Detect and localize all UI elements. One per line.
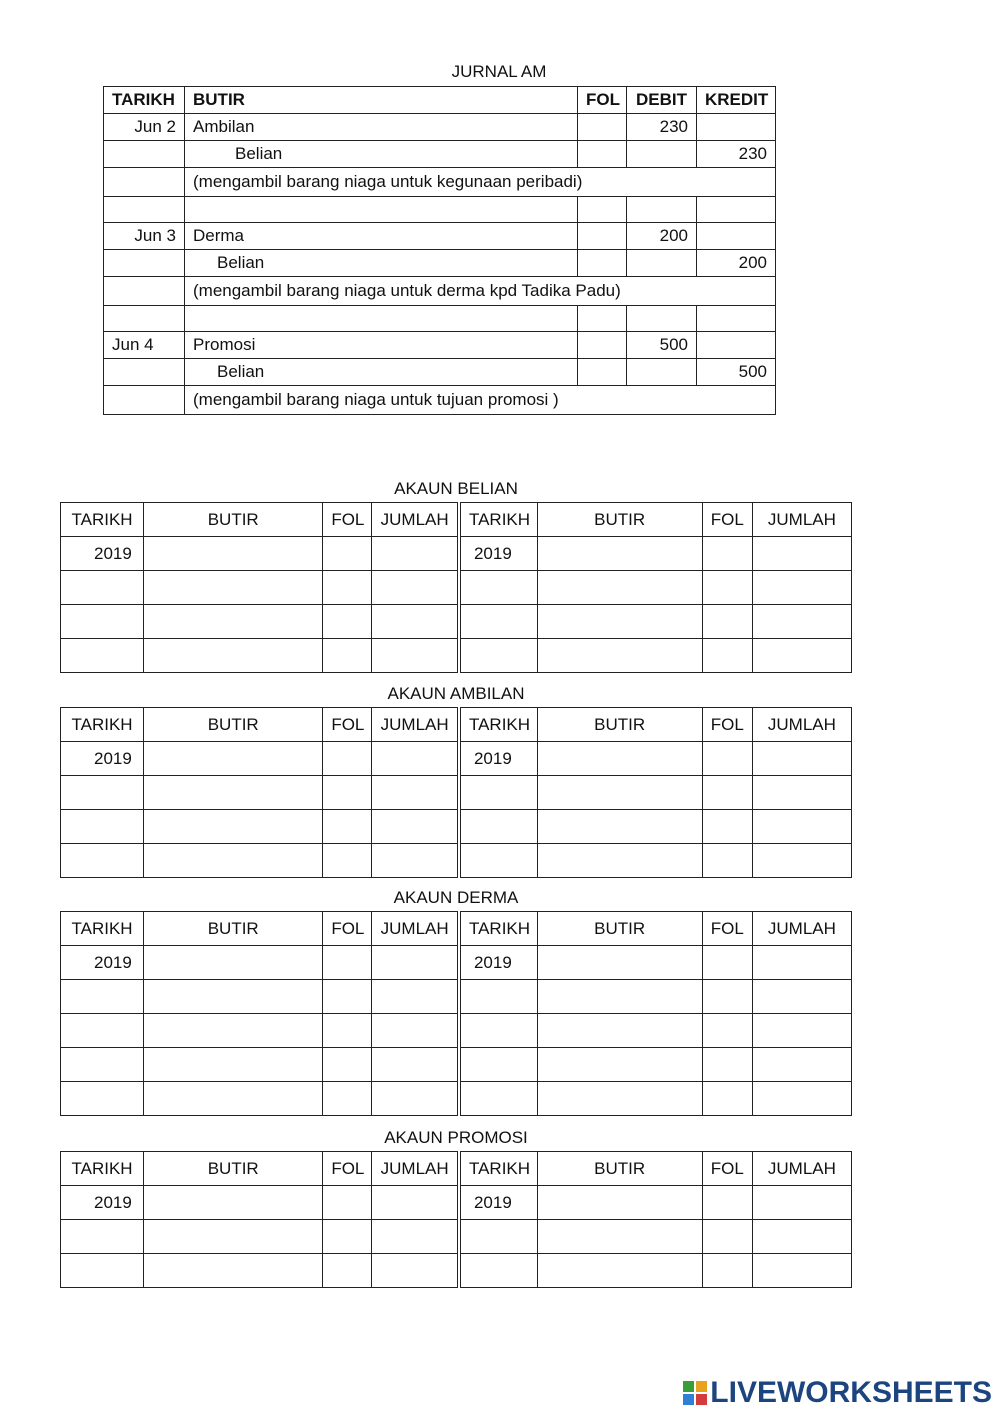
ledger-header-fol: FOL — [323, 708, 372, 742]
journal-credit-account: Belian — [185, 141, 578, 168]
ledger-cell — [372, 1014, 459, 1048]
journal-note: (mengambil barang niaga untuk tujuan promosi ) — [185, 386, 776, 415]
ledger-cell — [537, 1220, 702, 1254]
ledger-cell — [459, 810, 537, 844]
ledger-cell — [144, 946, 323, 980]
ledger-cell — [537, 946, 702, 980]
ledger-cell — [323, 776, 372, 810]
ledger-row — [61, 946, 852, 980]
journal-header-tarikh: TARIKH — [104, 87, 185, 114]
journal-blank-row — [104, 306, 776, 332]
ledger-cell — [702, 1048, 752, 1082]
ledger-year-debit: 2019 — [61, 537, 144, 571]
journal-credit: 230 — [697, 141, 776, 168]
ledger-row — [61, 844, 852, 878]
ledger-cell — [752, 1186, 851, 1220]
ledger-row — [61, 1254, 852, 1288]
ledger-cell — [61, 1014, 144, 1048]
ledger-cell — [459, 1220, 537, 1254]
journal-row — [104, 141, 776, 168]
ledger-cell — [459, 605, 537, 639]
ledger-row — [61, 1220, 852, 1254]
ledger-cell — [459, 776, 537, 810]
journal-fol — [578, 250, 627, 277]
ledger-header-fol: FOL — [323, 1152, 372, 1186]
ledger-row — [61, 980, 852, 1014]
ledger-cell — [61, 639, 144, 673]
ledger-cell — [61, 1220, 144, 1254]
ledger-cell — [323, 537, 372, 571]
ledger-cell — [372, 537, 459, 571]
ledger-cell — [144, 742, 323, 776]
journal-debit: 230 — [627, 114, 697, 141]
journal-date — [104, 359, 185, 386]
ledger-header-jumlah: JUMLAH — [752, 708, 851, 742]
journal-credit: 500 — [697, 359, 776, 386]
ledger-cell — [752, 1082, 851, 1116]
ledger-cell — [752, 810, 851, 844]
ledger-cell — [752, 605, 851, 639]
journal-credit — [697, 332, 776, 359]
ledger-cell — [459, 1254, 537, 1288]
ledger-cell — [372, 605, 459, 639]
ledger-cell — [144, 537, 323, 571]
journal-credit — [697, 114, 776, 141]
ledger-row — [61, 810, 852, 844]
ledger-cell — [372, 810, 459, 844]
ledger-cell — [752, 1048, 851, 1082]
journal-debit-account: Derma — [185, 223, 578, 250]
ledger-header-fol: FOL — [702, 1152, 752, 1186]
ledger-header-row — [61, 1152, 852, 1186]
ledger-year-credit: 2019 — [459, 742, 537, 776]
ledger-cell — [537, 639, 702, 673]
journal-note-row — [104, 386, 776, 415]
ledger-header-butir: BUTIR — [144, 708, 323, 742]
ledger-header-fol: FOL — [323, 503, 372, 537]
ledger-cell — [537, 605, 702, 639]
journal-date: Jun 2 — [104, 114, 185, 141]
ledger-header-tarikh: TARIKH — [459, 503, 537, 537]
ledger-cell — [372, 776, 459, 810]
ledger-cell — [372, 571, 459, 605]
journal-date — [104, 141, 185, 168]
ledger-cell — [144, 776, 323, 810]
journal-note: (mengambil barang niaga untuk kegunaan peribadi) — [185, 168, 776, 197]
ledger-cell — [702, 1254, 752, 1288]
ledger-row — [61, 742, 852, 776]
ledger-cell — [61, 1254, 144, 1288]
ledger-header-fol: FOL — [702, 503, 752, 537]
logo-square-icon — [696, 1394, 707, 1405]
ledger-year-credit: 2019 — [459, 1186, 537, 1220]
ledger-cell — [459, 844, 537, 878]
ledger-cell — [372, 1048, 459, 1082]
ledger-row — [61, 1082, 852, 1116]
ledger-header-tarikh: TARIKH — [61, 708, 144, 742]
ledger-cell — [752, 844, 851, 878]
ledger-cell — [144, 1014, 323, 1048]
journal-table — [103, 86, 776, 415]
ledger-cell — [752, 946, 851, 980]
ledger-cell — [61, 1082, 144, 1116]
journal-debit — [627, 141, 697, 168]
journal-row — [104, 332, 776, 359]
ledger-cell — [702, 1014, 752, 1048]
ledger-cell — [323, 605, 372, 639]
ledger-row — [61, 1014, 852, 1048]
ledger-cell — [372, 1082, 459, 1116]
ledger-cell — [372, 1186, 459, 1220]
logo-mark-icon — [683, 1381, 707, 1405]
ledger-cell — [323, 844, 372, 878]
ledger-cell — [144, 1048, 323, 1082]
ledger-cell — [323, 946, 372, 980]
ledger-table — [60, 911, 852, 1116]
ledger-cell — [537, 1254, 702, 1288]
ledger-header-butir: BUTIR — [537, 912, 702, 946]
ledger-cell — [61, 605, 144, 639]
ledger-cell — [459, 639, 537, 673]
ledger-cell — [459, 1014, 537, 1048]
ledger-year-credit: 2019 — [459, 537, 537, 571]
journal-note: (mengambil barang niaga untuk derma kpd Tadika Padu) — [185, 277, 776, 306]
ledger-cell — [144, 1254, 323, 1288]
ledger-header-jumlah: JUMLAH — [752, 1152, 851, 1186]
ledger-cell — [144, 639, 323, 673]
journal-note-row — [104, 168, 776, 197]
ledger-cell — [702, 571, 752, 605]
ledger-cell — [372, 980, 459, 1014]
ledger-row — [61, 605, 852, 639]
ledger-cell — [752, 537, 851, 571]
ledger-header-fol: FOL — [702, 912, 752, 946]
journal-credit — [697, 223, 776, 250]
ledger-cell — [61, 980, 144, 1014]
ledger-cell — [323, 1082, 372, 1116]
ledger-header-butir: BUTIR — [144, 1152, 323, 1186]
ledger-cell — [372, 1254, 459, 1288]
ledger-cell — [537, 844, 702, 878]
ledger-header-fol: FOL — [702, 708, 752, 742]
journal-debit — [627, 359, 697, 386]
ledger-cell — [372, 1220, 459, 1254]
ledger-row — [61, 639, 852, 673]
ledger-cell — [537, 810, 702, 844]
journal-note-row — [104, 277, 776, 306]
ledger-cell — [752, 1254, 851, 1288]
ledger-year-debit: 2019 — [61, 946, 144, 980]
ledger-row — [61, 1186, 852, 1220]
journal-credit: 200 — [697, 250, 776, 277]
ledger-cell — [459, 1048, 537, 1082]
ledger-header-row — [61, 503, 852, 537]
ledger-cell — [144, 810, 323, 844]
ledger-row — [61, 571, 852, 605]
ledger-cell — [537, 537, 702, 571]
liveworksheets-logo — [683, 1376, 992, 1410]
journal-credit-account: Belian — [185, 359, 578, 386]
journal-debit-account: Promosi — [185, 332, 578, 359]
ledger-header-butir: BUTIR — [144, 912, 323, 946]
ledger-cell — [61, 844, 144, 878]
ledger-header-butir: BUTIR — [144, 503, 323, 537]
ledger-cell — [537, 776, 702, 810]
journal-debit: 500 — [627, 332, 697, 359]
ledger-cell — [537, 1186, 702, 1220]
ledger-cell — [323, 980, 372, 1014]
ledger-header-tarikh: TARIKH — [459, 912, 537, 946]
journal-blank-row — [104, 197, 776, 223]
ledger-cell — [459, 571, 537, 605]
ledger-cell — [323, 742, 372, 776]
journal-date — [104, 250, 185, 277]
ledger-year-debit: 2019 — [61, 1186, 144, 1220]
ledger-cell — [537, 571, 702, 605]
ledger-header-tarikh: TARIKH — [459, 708, 537, 742]
ledger-cell — [372, 639, 459, 673]
ledger-header-row — [61, 912, 852, 946]
ledger-cell — [702, 1220, 752, 1254]
ledger-header-tarikh: TARIKH — [61, 912, 144, 946]
ledger-title: AKAUN AMBILAN — [387, 684, 525, 703]
journal-row — [104, 359, 776, 386]
ledger-header-fol: FOL — [323, 912, 372, 946]
ledger-cell — [537, 1082, 702, 1116]
ledger-header-jumlah: JUMLAH — [372, 503, 459, 537]
ledger-header-tarikh: TARIKH — [61, 1152, 144, 1186]
ledger-cell — [372, 844, 459, 878]
journal-row — [104, 250, 776, 277]
ledger-cell — [537, 980, 702, 1014]
ledger-header-tarikh: TARIKH — [459, 1152, 537, 1186]
ledger-header-butir: BUTIR — [537, 1152, 702, 1186]
ledger-cell — [752, 571, 851, 605]
ledger-cell — [61, 1048, 144, 1082]
ledger-cell — [144, 844, 323, 878]
ledger-cell — [61, 776, 144, 810]
ledger-title: AKAUN PROMOSI — [384, 1128, 528, 1147]
ledger-cell — [323, 1254, 372, 1288]
ledger-cell — [144, 605, 323, 639]
journal-debit-account: Ambilan — [185, 114, 578, 141]
ledger-cell — [702, 639, 752, 673]
ledger-cell — [702, 810, 752, 844]
journal-header-fol: FOL — [578, 87, 627, 114]
ledger-cell — [752, 980, 851, 1014]
ledger-cell — [144, 980, 323, 1014]
journal-fol — [578, 114, 627, 141]
ledger-cell — [752, 776, 851, 810]
ledger-cell — [372, 742, 459, 776]
journal-row — [104, 223, 776, 250]
journal-row — [104, 114, 776, 141]
ledger-cell — [61, 571, 144, 605]
ledger-cell — [702, 1186, 752, 1220]
ledger-cell — [61, 810, 144, 844]
ledger-cell — [323, 1186, 372, 1220]
ledger-cell — [702, 1082, 752, 1116]
ledger-cell — [323, 1014, 372, 1048]
ledger-year-credit: 2019 — [459, 946, 537, 980]
journal-date: Jun 4 — [104, 332, 185, 359]
journal-debit: 200 — [627, 223, 697, 250]
journal-debit — [627, 250, 697, 277]
journal-date — [104, 386, 185, 415]
logo-text: LIVEWORKSHEETS — [710, 1376, 992, 1409]
ledger-cell — [144, 571, 323, 605]
journal-header-kredit: KREDIT — [697, 87, 776, 114]
ledger-table — [60, 502, 852, 673]
ledger-cell — [537, 742, 702, 776]
journal-header-debit: DEBIT — [627, 87, 697, 114]
ledger-header-jumlah: JUMLAH — [752, 503, 851, 537]
ledger-table — [60, 1151, 852, 1288]
journal-fol — [578, 332, 627, 359]
ledger-title: AKAUN BELIAN — [394, 479, 518, 498]
ledger-title: AKAUN DERMA — [393, 888, 519, 907]
ledger-cell — [702, 605, 752, 639]
ledger-header-jumlah: JUMLAH — [752, 912, 851, 946]
ledger-cell — [702, 537, 752, 571]
journal-date — [104, 277, 185, 306]
ledger-cell — [459, 1082, 537, 1116]
journal-header-butir: BUTIR — [185, 87, 578, 114]
ledger-table — [60, 707, 852, 878]
ledger-cell — [752, 742, 851, 776]
journal-fol — [578, 141, 627, 168]
ledger-cell — [702, 742, 752, 776]
ledger-row — [61, 537, 852, 571]
ledger-cell — [537, 1014, 702, 1048]
ledger-cell — [752, 639, 851, 673]
logo-square-icon — [683, 1381, 694, 1392]
ledger-cell — [702, 946, 752, 980]
ledger-cell — [372, 946, 459, 980]
ledger-header-jumlah: JUMLAH — [372, 708, 459, 742]
ledger-header-row — [61, 708, 852, 742]
ledger-cell — [144, 1186, 323, 1220]
ledger-cell — [323, 810, 372, 844]
ledger-header-butir: BUTIR — [537, 503, 702, 537]
logo-square-icon — [696, 1381, 707, 1392]
ledger-cell — [144, 1220, 323, 1254]
ledger-row — [61, 776, 852, 810]
journal-date: Jun 3 — [104, 223, 185, 250]
ledger-cell — [702, 980, 752, 1014]
ledger-header-jumlah: JUMLAH — [372, 912, 459, 946]
ledger-header-tarikh: TARIKH — [61, 503, 144, 537]
ledger-cell — [323, 571, 372, 605]
ledger-cell — [323, 1048, 372, 1082]
journal-fol — [578, 223, 627, 250]
ledger-cell — [323, 639, 372, 673]
ledger-cell — [323, 1220, 372, 1254]
journal-title: JURNAL AM — [451, 62, 547, 81]
ledger-cell — [144, 1082, 323, 1116]
journal-credit-account: Belian — [185, 250, 578, 277]
ledger-cell — [702, 776, 752, 810]
ledger-year-debit: 2019 — [61, 742, 144, 776]
ledger-header-butir: BUTIR — [537, 708, 702, 742]
ledger-cell — [702, 844, 752, 878]
ledger-row — [61, 1048, 852, 1082]
journal-date — [104, 168, 185, 197]
ledger-cell — [752, 1014, 851, 1048]
logo-square-icon — [683, 1394, 694, 1405]
ledger-cell — [752, 1220, 851, 1254]
journal-fol — [578, 359, 627, 386]
ledger-cell — [537, 1048, 702, 1082]
journal-header-row — [104, 87, 776, 114]
ledger-cell — [459, 980, 537, 1014]
ledger-header-jumlah: JUMLAH — [372, 1152, 459, 1186]
